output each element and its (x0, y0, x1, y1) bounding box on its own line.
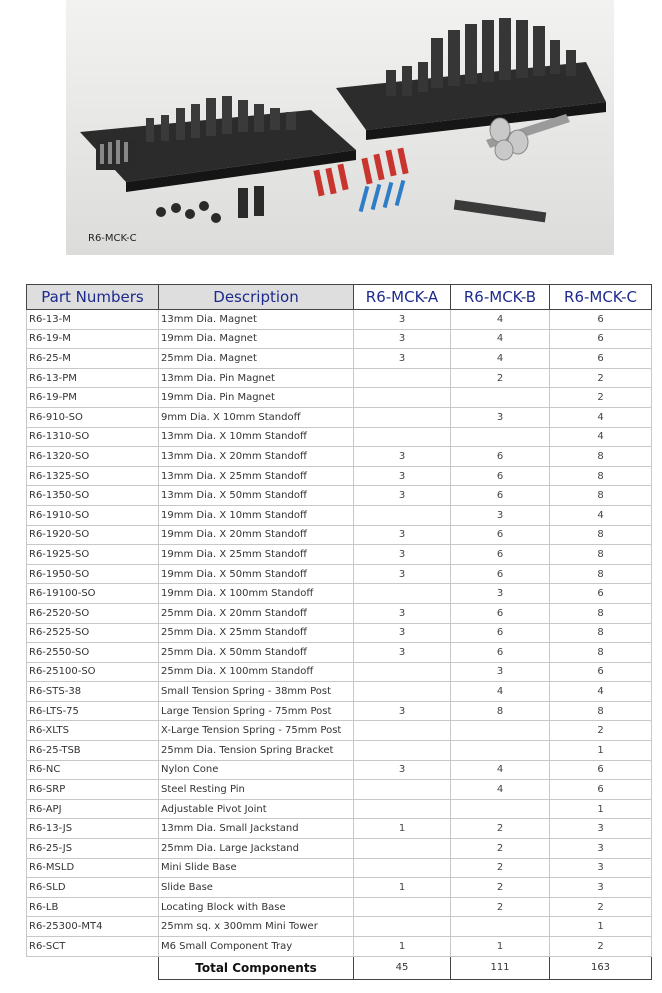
mck-a-qty-cell (354, 662, 451, 682)
description-cell: 13mm Dia. X 50mm Standoff (159, 486, 354, 506)
table-row (27, 525, 652, 545)
table-row (27, 839, 652, 859)
description-cell: Locating Block with Base (159, 897, 354, 917)
totals-spacer (27, 956, 159, 979)
mck-b-qty-cell: 2 (451, 897, 550, 917)
table-row (27, 310, 652, 330)
table-row (27, 682, 652, 702)
table-row (27, 486, 652, 506)
mck-c-qty-cell: 2 (550, 937, 652, 957)
description-cell: 13mm Dia. Pin Magnet (159, 368, 354, 388)
mck-c-qty-cell: 8 (550, 643, 652, 663)
table-row (27, 858, 652, 878)
mck-b-qty-cell (451, 799, 550, 819)
part-number-cell: R6-25300-MT4 (27, 917, 159, 937)
table-row (27, 643, 652, 663)
description-cell: 25mm Dia. X 100mm Standoff (159, 662, 354, 682)
description-cell: 25mm Dia. X 50mm Standoff (159, 643, 354, 663)
mck-b-qty-cell: 6 (451, 603, 550, 623)
header-part-numbers: Part Numbers (27, 285, 159, 310)
mck-b-qty-cell: 8 (451, 701, 550, 721)
description-cell: 19mm Dia. X 50mm Standoff (159, 564, 354, 584)
description-cell: Adjustable Pivot Joint (159, 799, 354, 819)
part-number-cell: R6-13-JS (27, 819, 159, 839)
description-cell: 19mm Dia. X 20mm Standoff (159, 525, 354, 545)
part-number-cell: R6-1910-SO (27, 505, 159, 525)
table-row (27, 447, 652, 467)
description-cell: X-Large Tension Spring - 75mm Post (159, 721, 354, 741)
description-cell: 25mm Dia. X 25mm Standoff (159, 623, 354, 643)
part-number-cell: R6-13-PM (27, 368, 159, 388)
total-mck-b: 111 (451, 956, 550, 979)
mck-b-qty-cell: 4 (451, 760, 550, 780)
description-cell: 19mm Dia. X 100mm Standoff (159, 584, 354, 604)
mck-c-qty-cell: 6 (550, 760, 652, 780)
product-photo (66, 0, 614, 255)
description-cell: 13mm Dia. X 20mm Standoff (159, 447, 354, 467)
part-number-cell: R6-25-M (27, 349, 159, 369)
mck-b-qty-cell: 2 (451, 819, 550, 839)
total-mck-c: 163 (550, 956, 652, 979)
mck-c-qty-cell: 6 (550, 584, 652, 604)
part-number-cell: R6-19-M (27, 329, 159, 349)
table-row (27, 760, 652, 780)
mck-a-qty-cell: 3 (354, 447, 451, 467)
part-number-cell: R6-25-TSB (27, 741, 159, 761)
table-header-row (27, 285, 652, 310)
mck-b-qty-cell: 3 (451, 407, 550, 427)
mck-a-qty-cell (354, 917, 451, 937)
part-number-cell: R6-SLD (27, 878, 159, 898)
mck-a-qty-cell (354, 388, 451, 408)
part-number-cell: R6-13-M (27, 310, 159, 330)
mck-a-qty-cell: 3 (354, 466, 451, 486)
description-cell: 25mm Dia. Large Jackstand (159, 839, 354, 859)
description-cell: 13mm Dia. X 25mm Standoff (159, 466, 354, 486)
mck-c-qty-cell: 2 (550, 721, 652, 741)
mck-a-qty-cell (354, 780, 451, 800)
mck-c-qty-cell: 8 (550, 466, 652, 486)
description-cell: Mini Slide Base (159, 858, 354, 878)
mck-a-qty-cell (354, 584, 451, 604)
mck-c-qty-cell: 8 (550, 486, 652, 506)
mck-a-qty-cell: 3 (354, 564, 451, 584)
part-number-cell: R6-LTS-75 (27, 701, 159, 721)
mck-a-qty-cell: 3 (354, 701, 451, 721)
part-number-cell: R6-1925-SO (27, 545, 159, 565)
table-row (27, 780, 652, 800)
photo-label: R6-MCK-C (88, 233, 137, 244)
mck-a-qty-cell: 3 (354, 643, 451, 663)
table-row (27, 368, 652, 388)
mck-a-qty-cell (354, 721, 451, 741)
mck-b-qty-cell: 4 (451, 682, 550, 702)
mck-b-qty-cell: 6 (451, 447, 550, 467)
mck-a-qty-cell: 3 (354, 486, 451, 506)
mck-c-qty-cell: 6 (550, 329, 652, 349)
part-number-cell: R6-1325-SO (27, 466, 159, 486)
description-cell: 13mm Dia. Small Jackstand (159, 819, 354, 839)
mck-a-qty-cell (354, 741, 451, 761)
table-row (27, 701, 652, 721)
mck-b-qty-cell: 6 (451, 545, 550, 565)
parts-table-container (26, 284, 651, 980)
mck-b-qty-cell: 1 (451, 937, 550, 957)
mck-b-qty-cell: 2 (451, 368, 550, 388)
description-cell: 25mm sq. x 300mm Mini Tower (159, 917, 354, 937)
part-number-cell: R6-1310-SO (27, 427, 159, 447)
mck-a-qty-cell: 1 (354, 819, 451, 839)
table-row (27, 584, 652, 604)
part-number-cell: R6-19100-SO (27, 584, 159, 604)
header-mck-c: R6-MCK-C (550, 285, 652, 310)
mck-b-qty-cell (451, 427, 550, 447)
product-illustration (66, 0, 614, 255)
header-mck-b: R6-MCK-B (451, 285, 550, 310)
mck-b-qty-cell: 6 (451, 623, 550, 643)
mck-b-qty-cell: 2 (451, 878, 550, 898)
part-number-cell: R6-19-PM (27, 388, 159, 408)
description-cell: 25mm Dia. Magnet (159, 349, 354, 369)
description-cell: 19mm Dia. X 10mm Standoff (159, 505, 354, 525)
mck-a-qty-cell (354, 897, 451, 917)
table-row (27, 741, 652, 761)
header-mck-a: R6-MCK-A (354, 285, 451, 310)
mck-a-qty-cell: 3 (354, 525, 451, 545)
mck-a-qty-cell (354, 427, 451, 447)
mck-a-qty-cell (354, 839, 451, 859)
part-number-cell: R6-XLTS (27, 721, 159, 741)
mck-b-qty-cell (451, 721, 550, 741)
mck-c-qty-cell: 1 (550, 799, 652, 819)
table-row (27, 603, 652, 623)
mck-b-qty-cell: 2 (451, 839, 550, 859)
totals-label: Total Components (159, 956, 354, 979)
table-row (27, 564, 652, 584)
table-row (27, 466, 652, 486)
mck-c-qty-cell: 1 (550, 917, 652, 937)
table-row (27, 878, 652, 898)
part-number-cell: R6-NC (27, 760, 159, 780)
part-number-cell: R6-1350-SO (27, 486, 159, 506)
mck-b-qty-cell: 4 (451, 310, 550, 330)
part-number-cell: R6-LB (27, 897, 159, 917)
mck-a-qty-cell: 3 (354, 545, 451, 565)
part-number-cell: R6-APJ (27, 799, 159, 819)
description-cell: 25mm Dia. X 20mm Standoff (159, 603, 354, 623)
description-cell: Large Tension Spring - 75mm Post (159, 701, 354, 721)
mck-b-qty-cell: 6 (451, 564, 550, 584)
table-row (27, 407, 652, 427)
mck-c-qty-cell: 8 (550, 564, 652, 584)
description-cell: 13mm Dia. X 10mm Standoff (159, 427, 354, 447)
mck-b-qty-cell (451, 741, 550, 761)
part-number-cell: R6-SRP (27, 780, 159, 800)
mck-c-qty-cell: 3 (550, 858, 652, 878)
mck-a-qty-cell: 3 (354, 310, 451, 330)
table-row (27, 917, 652, 937)
table-row (27, 721, 652, 741)
table-row (27, 349, 652, 369)
mck-c-qty-cell: 4 (550, 682, 652, 702)
mck-c-qty-cell: 3 (550, 878, 652, 898)
description-cell: 19mm Dia. X 25mm Standoff (159, 545, 354, 565)
mck-c-qty-cell: 3 (550, 819, 652, 839)
mck-c-qty-cell: 8 (550, 701, 652, 721)
total-mck-a: 45 (354, 956, 451, 979)
mck-a-qty-cell (354, 368, 451, 388)
table-row (27, 388, 652, 408)
mck-c-qty-cell: 8 (550, 525, 652, 545)
mck-c-qty-cell: 8 (550, 545, 652, 565)
part-number-cell: R6-2520-SO (27, 603, 159, 623)
table-row (27, 799, 652, 819)
description-cell: M6 Small Component Tray (159, 937, 354, 957)
mck-a-qty-cell: 3 (354, 349, 451, 369)
mck-c-qty-cell: 8 (550, 447, 652, 467)
mck-a-qty-cell: 3 (354, 329, 451, 349)
mck-a-qty-cell: 3 (354, 760, 451, 780)
description-cell: Nylon Cone (159, 760, 354, 780)
table-row (27, 329, 652, 349)
mck-a-qty-cell (354, 799, 451, 819)
mck-b-qty-cell: 4 (451, 780, 550, 800)
part-number-cell: R6-MSLD (27, 858, 159, 878)
mck-b-qty-cell: 3 (451, 584, 550, 604)
description-cell: 25mm Dia. Tension Spring Bracket (159, 741, 354, 761)
part-number-cell: R6-25100-SO (27, 662, 159, 682)
table-row (27, 545, 652, 565)
part-number-cell: R6-2525-SO (27, 623, 159, 643)
mck-c-qty-cell: 2 (550, 388, 652, 408)
mck-c-qty-cell: 3 (550, 839, 652, 859)
mck-a-qty-cell: 3 (354, 603, 451, 623)
mck-c-qty-cell: 6 (550, 310, 652, 330)
description-cell: Slide Base (159, 878, 354, 898)
mck-c-qty-cell: 8 (550, 603, 652, 623)
mck-b-qty-cell: 6 (451, 466, 550, 486)
mck-b-qty-cell: 3 (451, 662, 550, 682)
part-number-cell: R6-25-JS (27, 839, 159, 859)
table-row (27, 897, 652, 917)
header-description: Description (159, 285, 354, 310)
mck-b-qty-cell: 2 (451, 858, 550, 878)
description-cell: 13mm Dia. Magnet (159, 310, 354, 330)
part-number-cell: R6-1320-SO (27, 447, 159, 467)
description-cell: 19mm Dia. Magnet (159, 329, 354, 349)
mck-c-qty-cell: 4 (550, 505, 652, 525)
part-number-cell: R6-1950-SO (27, 564, 159, 584)
description-cell: Steel Resting Pin (159, 780, 354, 800)
table-row (27, 662, 652, 682)
mck-b-qty-cell: 6 (451, 525, 550, 545)
mck-b-qty-cell: 6 (451, 486, 550, 506)
mck-a-qty-cell (354, 505, 451, 525)
table-row (27, 623, 652, 643)
part-number-cell: R6-2550-SO (27, 643, 159, 663)
mck-b-qty-cell: 3 (451, 505, 550, 525)
table-row (27, 937, 652, 957)
mck-a-qty-cell (354, 407, 451, 427)
mck-b-qty-cell (451, 917, 550, 937)
mck-c-qty-cell: 2 (550, 368, 652, 388)
mck-a-qty-cell (354, 682, 451, 702)
mck-c-qty-cell: 1 (550, 741, 652, 761)
mck-c-qty-cell: 6 (550, 662, 652, 682)
mck-c-qty-cell: 6 (550, 349, 652, 369)
mck-b-qty-cell (451, 388, 550, 408)
table-row (27, 505, 652, 525)
totals-row (27, 956, 652, 979)
description-cell: 19mm Dia. Pin Magnet (159, 388, 354, 408)
part-number-cell: R6-1920-SO (27, 525, 159, 545)
mck-c-qty-cell: 4 (550, 427, 652, 447)
mck-a-qty-cell: 1 (354, 937, 451, 957)
table-row (27, 427, 652, 447)
table-row (27, 819, 652, 839)
mck-b-qty-cell: 6 (451, 643, 550, 663)
mck-c-qty-cell: 6 (550, 780, 652, 800)
mck-c-qty-cell: 8 (550, 623, 652, 643)
mck-a-qty-cell: 1 (354, 878, 451, 898)
mck-c-qty-cell: 4 (550, 407, 652, 427)
mck-b-qty-cell: 4 (451, 329, 550, 349)
mck-c-qty-cell: 2 (550, 897, 652, 917)
part-number-cell: R6-910-SO (27, 407, 159, 427)
part-number-cell: R6-STS-38 (27, 682, 159, 702)
description-cell: 9mm Dia. X 10mm Standoff (159, 407, 354, 427)
parts-table (26, 284, 652, 980)
part-number-cell: R6-SCT (27, 937, 159, 957)
mck-b-qty-cell: 4 (451, 349, 550, 369)
mck-a-qty-cell: 3 (354, 623, 451, 643)
mck-a-qty-cell (354, 858, 451, 878)
description-cell: Small Tension Spring - 38mm Post (159, 682, 354, 702)
